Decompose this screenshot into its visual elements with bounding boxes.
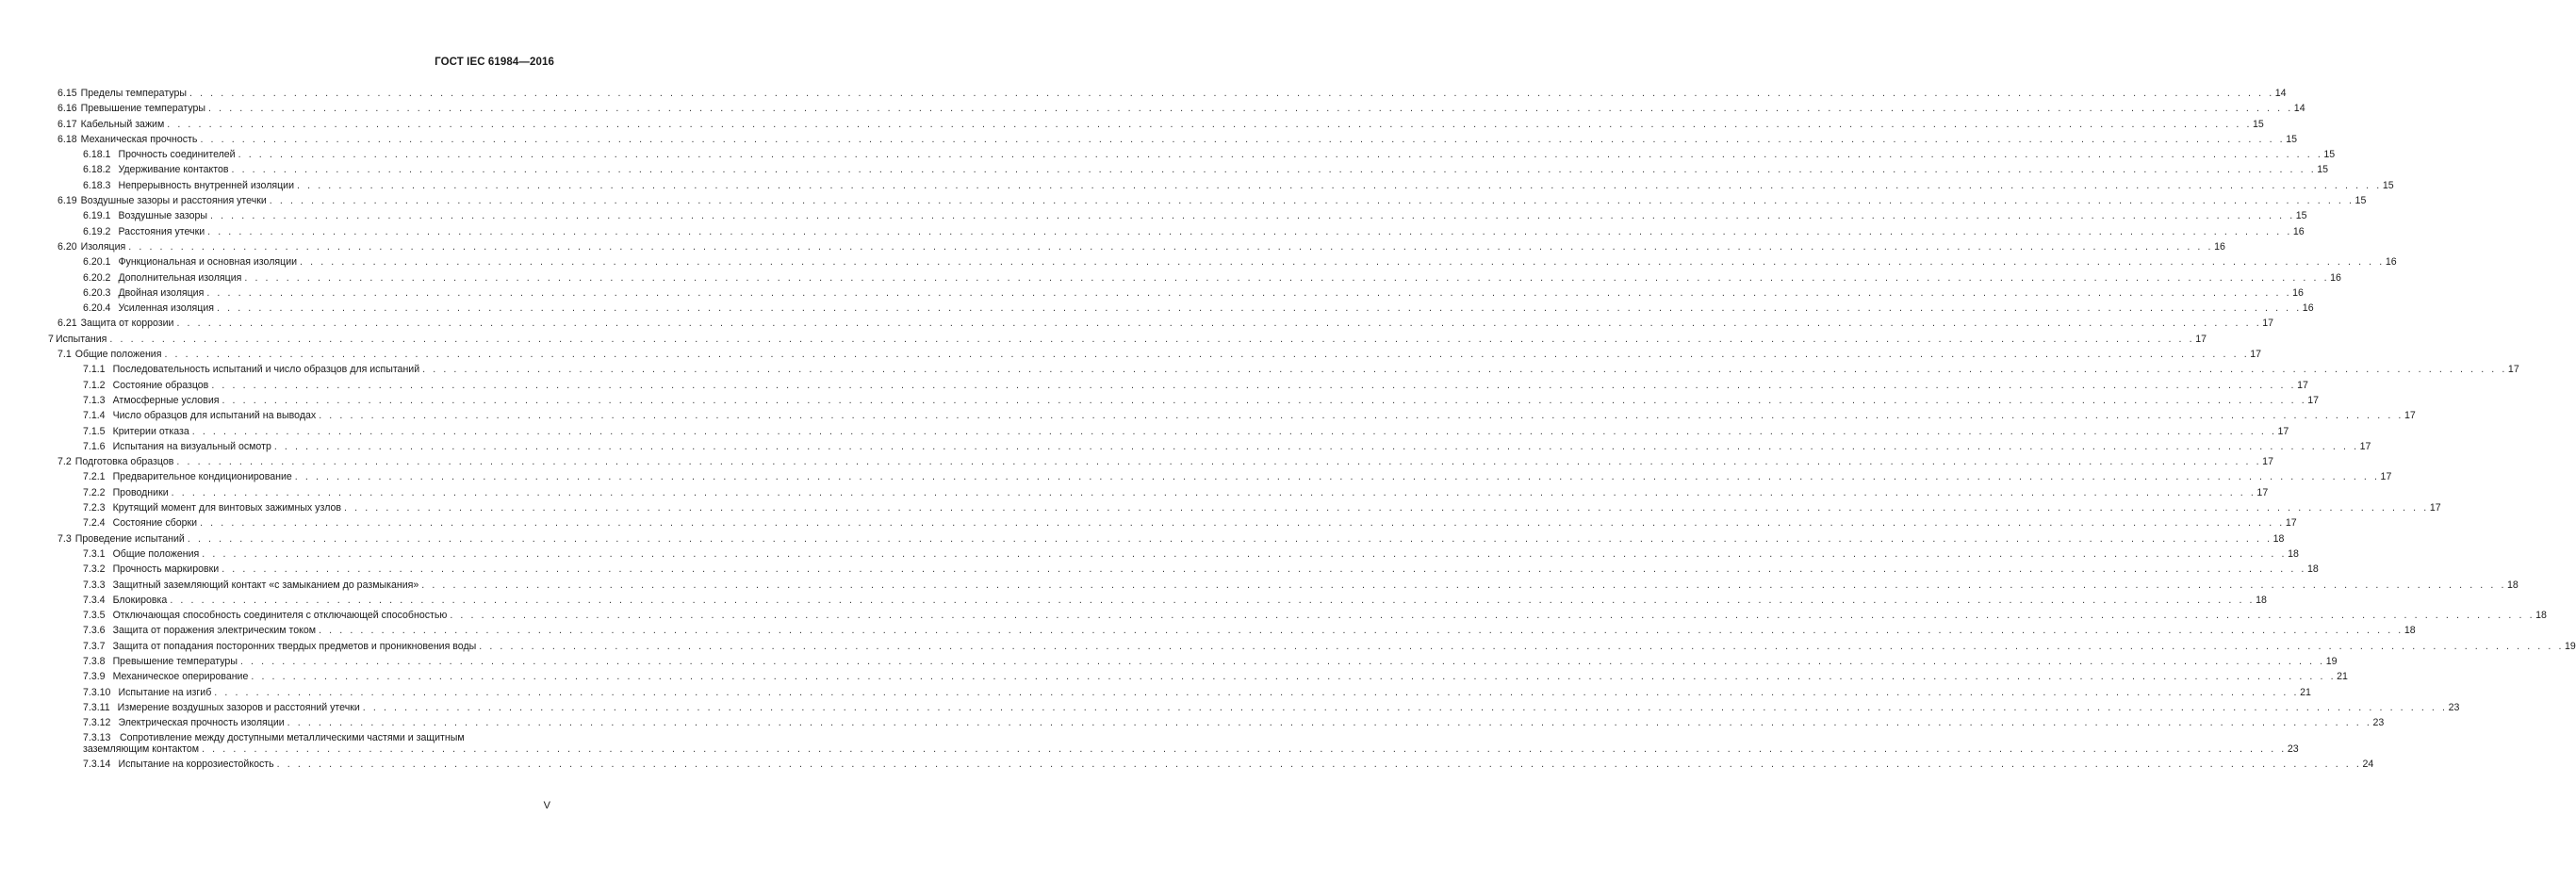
toc-entry-title: Общие положения (74, 349, 162, 361)
toc-entry-title: Состояние сборки (112, 517, 198, 530)
toc-dot-leader: . . . . . . . . . . . . . . . . . . . . . . . . . . . . . . . . . . . . . . . . . . . . . . . . . . . . . . . . . . . . . . . . . . . . . . . . . . . . . . . . . . . . . . . . . . . . . . . . . . . . . . . . . . . . . . . . . . . . . . . . . . . . . . . . . . . . . . . . . . . . . . . . . . . . . . . . . . . . . . . . . . . . . . . . . . . . . . . . . . . . . . . . . . . . . . . . . . . . . . . . (214, 686, 2300, 698)
toc-entry-number: 6.19 (57, 195, 77, 207)
toc-entry-page: 18 (2288, 547, 2299, 560)
toc-entry-number: 7.1.3 (83, 394, 106, 406)
toc-dot-leader: . . . . . . . . . . . . . . . . . . . . . . . . . . . . . . . . . . . . . . . . . . . . . . . . . . . . . . . . . . . . . . . . . . . . . . . . . . . . . . . . . . . . . . . . . . . . . . . . . . . . . . . . . . . . . . . . . . . . . . . . . . . . . . . . . . . . . . . . . . . . . . . . . . . . . . . . . . . . . . . . . . . . . . . . . . . . . . . . . . . . . . . . . . . . . . . . . . . . . . . . (217, 302, 2302, 315)
toc-entry-number: 6.18.2 (83, 164, 111, 176)
toc-entry-title: Проведение испытаний (74, 532, 185, 545)
toc-entry[interactable] (0, 454, 2273, 469)
toc-entry-number: 7.1.5 (83, 425, 106, 437)
toc-entry-number: 6.20.2 (83, 271, 111, 284)
toc-entry[interactable] (0, 408, 2416, 423)
toc-entry-page: 15 (2286, 133, 2298, 145)
toc-entry-page: 15 (2323, 149, 2336, 161)
toc-entry-title: Двойная изоляция (118, 286, 205, 299)
toc-entry-title: Число образцов для испытаний на выводах (112, 410, 317, 422)
toc-entry[interactable] (0, 715, 2385, 730)
toc-dot-leader: . . . . . . . . . . . . . . . . . . . . . . . . . . . . . . . . . . . . . . . . . . . . . . . . . . . . . . . . . . . . . . . . . . . . . . . . . . . . . . . . . . . . . . . . . . . . . . . . . . . . . . . . . . . . . . . . . . . . . . . . . . . . . . . . . . . . . . . . . . . . . . . . . . . . . . . . . . . . . . . . . . . . . . . . . . . . . . . . . . . . . . . . . . . . . . . . . . . . . . . . (222, 563, 2306, 576)
toc-entry-number: 7.2.1 (83, 471, 106, 483)
toc-dot-leader: . . . . . . . . . . . . . . . . . . . . . . . . . . . . . . . . . . . . . . . . . . . . . . . . . . . . . . . . . . . . . . . . . . . . . . . . . . . . . . . . . . . . . . . . . . . . . . . . . . . . . . . . . . . . . . . . . . . . . . . . . . . . . . . . . . . . . . . . . . . . . . . . . . . . . . . . . . . . . . . . . . . . . . . . . . . . . . . . . . . . . . . . . . . . . . . . . . . . . . . . (211, 379, 2297, 391)
toc-entry[interactable] (0, 86, 2287, 101)
toc-entry-page: 24 (2362, 759, 2374, 771)
toc-entry-title: Расстояния утечки (118, 225, 205, 237)
toc-entry-title: Прочность маркировки (112, 563, 220, 576)
toc-entry-page: 17 (2429, 502, 2441, 514)
toc-entry[interactable] (0, 757, 2374, 772)
toc-dot-leader: . . . . . . . . . . . . . . . . . . . . . . . . . . . . . . . . . . . . . . . . . . . . . . . . . . . . . . . . . . . . . . . . . . . . . . . . . . . . . . . . . . . . . . . . . . . . . . . . . . . . . . . . . . . . . . . . . . . . . . . . . . . . . . . . . . . . . . . . . . . . . . . . . . . . . . . . . . . . . . . . . . . . . . . . . . . . . . . . . . . . . . . . . . . . . . . . . . . . . . . . (231, 164, 2317, 176)
toc-entry-page: 17 (2262, 318, 2274, 330)
toc-entry-title: Испытание на изгиб (118, 686, 212, 698)
toc-entry-number: 6.18 (57, 133, 77, 145)
toc-entry-page: 17 (2359, 440, 2371, 452)
toc-entry-number: 6.19.1 (83, 210, 111, 222)
toc-entry-title: Защита от коррозии (80, 318, 174, 330)
toc-entry-title: Функциональная и основная изоляции (118, 256, 298, 269)
toc-entry-page: 23 (2287, 743, 2299, 756)
toc-entry-page: 19 (2565, 640, 2576, 652)
document-header: ГОСТ IEC 61984—2016 (435, 57, 554, 68)
toc-entry[interactable] (0, 500, 2441, 515)
toc-entry[interactable] (0, 515, 2297, 530)
toc-entry-page: 18 (2256, 594, 2267, 606)
toc-dot-leader: . . . . . . . . . . . . . . . . . . . . . . . . . . . . . . . . . . . . . . . . . . . . . . . . . . . . . . . . . . . . . . . . . . . . . . . . . . . . . . . . . . . . . . . . . . . . . . . . . . . . . . . . . . . . . . . . . . . . . . . . . . . . . . . . . . . . . . . . . . . . . . . . . . . . . . . . . . . . . . . . . . . . . . . . . . . . . . . . . . . . . . . . . . . . . . . . . . . . . . . . (450, 610, 2535, 622)
toc-dot-leader: . . . . . . . . . . . . . . . . . . . . . . . . . . . . . . . . . . . . . . . . . . . . . . . . . . . . . . . . . . . . . . . . . . . . . . . . . . . . . . . . . . . . . . . . . . . . . . . . . . . . . . . . . . . . . . . . . . . . . . . . . . . . . . . . . . . . . . . . . . . . . . . . . . . . . . . . . . . . . . . . . . . . . . . . . . . . . . . . . . . . . . . . . . . . . . . . . . . . . . . . (319, 625, 2404, 637)
toc-entry[interactable] (0, 685, 2311, 700)
toc-entry[interactable] (0, 270, 2341, 286)
toc-entry-number: 6.20.3 (83, 286, 111, 299)
toc-dot-leader: . . . . . . . . . . . . . . . . . . . . . . . . . . . . . . . . . . . . . . . . . . . . . . . . . . . . . . . . . . . . . . . . . . . . . . . . . . . . . . . . . . . . . . . . . . . . . . . . . . . . . . . . . . . . . . . . . . . . . . . . . . . . . . . . . . . . . . . . . . . . . . . . . . . . . . . . . . . . . . . . . . . . . . . . . . . . . . . . . . . . . . . . . . . . . . . . . . . . . . . . (362, 701, 2448, 713)
toc-entry-title: Превышение температуры (80, 103, 206, 115)
toc-entry[interactable] (0, 162, 2329, 177)
toc-dot-leader: . . . . . . . . . . . . . . . . . . . . . . . . . . . . . . . . . . . . . . . . . . . . . . . . . . . . . . . . . . . . . . . . . . . . . . . . . . . . . . . . . . . . . . . . . . . . . . . . . . . . . . . . . . . . . . . . . . . . . . . . . . . . . . . . . . . . . . . . . . . . . . . . . . . . . . . . . . . . . . . . . . . . . . . . . . . . . . . . . . . . . . . . . . . . . . . . . . . . . . . . (176, 318, 2262, 330)
toc-dot-leader: . . . . . . . . . . . . . . . . . . . . . . . . . . . . . . . . . . . . . . . . . . . . . . . . . . . . . . . . . . . . . . . . . . . . . . . . . . . . . . . . . . . . . . . . . . . . . . . . . . . . . . . . . . . . . . . . . . . . . . . . . . . . . . . . . . . . . . . . . . . . . . . . . . . . . . . . . . . . . . . . . . . . . . . . . . . . . . . . . . . . . . . . . . . . . . . . . . . . . . . . (300, 256, 2385, 269)
toc-entry-page: 21 (2300, 686, 2311, 698)
toc-entry-number: 7.3.9 (83, 671, 106, 683)
toc-entry[interactable] (0, 347, 2262, 362)
toc-entry-page: 16 (2385, 256, 2397, 269)
toc-entry-number: 6.16 (57, 103, 77, 115)
toc-entry-number: 6.18.1 (83, 149, 111, 161)
toc-entry-number: 7.1.2 (83, 379, 106, 391)
toc-dot-leader: . . . . . . . . . . . . . . . . . . . . . . . . . . . . . . . . . . . . . . . . . . . . . . . . . . . . . . . . . . . . . . . . . . . . . . . . . . . . . . . . . . . . . . . . . . . . . . . . . . . . . . . . . . . . . . . . . . . . . . . . . . . . . . . . . . . . . . . . . . . . . . . . . . . . . . . . . . . . . . . . . . . . . . . . . . . . . . . . . . . . . . . . . . . . . . . . . . . . . . . . (191, 425, 2277, 437)
toc-entry-number: 7.3.14 (83, 759, 111, 771)
toc-entry-number: 7.3.3 (83, 579, 106, 591)
toc-entry-number: 7.3.11 (83, 701, 110, 713)
toc-entry-title: Крутящий момент для винтовых зажимных узлов (112, 502, 342, 514)
toc-dot-leader: . . . . . . . . . . . . . . . . . . . . . . . . . . . . . . . . . . . . . . . . . . . . . . . . . . . . . . . . . . . . . . . . . . . . . . . . . . . . . . . . . . . . . . . . . . . . . . . . . . . . . . . . . . . . . . . . . . . . . . . . . . . . . . . . . . . . . . . . . . . . . . . . . . . . . . . . . . . . . . . . . . . . . . . . . . . . . . . . . . . . . . . . . . . . . . . . . . . . . . . . (422, 364, 2507, 376)
toc-entry-title: Защитный заземляющий контакт «с замыканием до размыкания» (112, 579, 419, 591)
toc-entry-number: 6.20.1 (83, 256, 111, 269)
toc-entry-number: 7.3.7 (83, 640, 106, 652)
toc-entry-page: 16 (2302, 302, 2314, 315)
toc-dot-leader: . . . . . . . . . . . . . . . . . . . . . . . . . . . . . . . . . . . . . . . . . . . . . . . . . . . . . . . . . . . . . . . . . . . . . . . . . . . . . . . . . . . . . . . . . . . . . . . . . . . . . . . . . . . . . . . . . . . . . . . . . . . . . . . . . . . . . . . . . . . . . . . . . . . . . . . . . . . . . . . . . . . . . . . . . . . . . . . . . . . . . . . . . . . . . . . . . . . . . . . . (187, 532, 2272, 545)
toc-entry[interactable] (0, 393, 2320, 408)
toc-dot-leader: . . . . . . . . . . . . . . . . . . . . . . . . . . . . . . . . . . . . . . . . . . . . . . . . . . . . . . . . . . . . . . . . . . . . . . . . . . . . . . . . . . . . . . . . . . . . . . . . . . . . . . . . . . . . . . . . . . . . . . . . . . . . . . . . . . . . . . . . . . . . . . . . . . . . . . . . . . . . . . . . . . . . . . . . . . . . . . . . . . . . . . . . . . . . . . . . . . . . . . . . (479, 640, 2565, 652)
toc-entry[interactable] (0, 654, 2338, 669)
toc-entry-title: Критерии отказа (112, 425, 189, 437)
toc-entry[interactable] (0, 286, 2304, 301)
toc-dot-leader: . . . . . . . . . . . . . . . . . . . . . . . . . . . . . . . . . . . . . . . . . . . . . . . . . . . . . . . . . . . . . . . . . . . . . . . . . . . . . . . . . . . . . . . . . . . . . . . . . . . . . . . . . . . . . . . . . . . . . . . . . . . . . . . . . . . . . . . . . . . . . . . . . . . . . . . . . . . . . . . . . . . . . . . . . . . . . . . . . . . . . . . . . . . . . . . . . . . . . . . . (244, 271, 2330, 284)
toc-entry-title: Испытание на коррозиестойкость (118, 759, 274, 771)
toc-entry[interactable] (0, 362, 2519, 377)
toc-entry-page: 15 (2382, 179, 2394, 191)
toc-dot-leader: . . . . . . . . . . . . . . . . . . . . . . . . . . . . . . . . . . . . . . . . . . . . . . . . . . . . . . . . . . . . . . . . . . . . . . . . . . . . . . . . . . . . . . . . . . . . . . . . . . . . . . . . . . . . . . . . . . . . . . . . . . . . . . . . . . . . . . . . . . . . . . . . . . . . . . . . . . . . . . . . . . . . . . . . . . . . . . . . . . . . . . . . . . . . . . . . . . . . . . . . (128, 240, 2214, 253)
toc-entry-page: 18 (2272, 532, 2285, 545)
toc-dot-leader: . . . . . . . . . . . . . . . . . . . . . . . . . . . . . . . . . . . . . . . . . . . . . . . . . . . . . . . . . . . . . . . . . . . . . . . . . . . . . . . . . . . . . . . . . . . . . . . . . . . . . . . . . . . . . . . . . . . . . . . . . . . . . . . . . . . . . . . . . . . . . . . . . . . . . . . . . . . . . . . . . . . . . . . . . . . . . . . . . . . . . . . . . . . . . . . . . . . . . . . . (171, 486, 2256, 498)
toc-entry-page: 18 (2507, 579, 2519, 591)
toc-dot-leader: . . . . . . . . . . . . . . . . . . . . . . . . . . . . . . . . . . . . . . . . . . . . . . . . . . . . . . . . . . . . . . . . . . . . . . . . . . . . . . . . . . . . . . . . . . . . . . . . . . . . . . . . . . . . . . . . . . . . . . . . . . . . . . . . . . . . . . . . . . . . . . . . . . . . . . . . . . . . . . . . . . . . . . . . . . . . . . . . . . . . . . . . . . . . . . . . . . . . . . . . (273, 440, 2359, 452)
toc-entry-title: Последовательность испытаний и число образцов для испытаний (112, 364, 420, 376)
toc-entry-number: 7.3.5 (83, 610, 106, 622)
toc-entry-title: Усиленная изоляция (118, 302, 215, 315)
toc-entry[interactable] (0, 193, 2367, 208)
toc-dot-leader: . . . . . . . . . . . . . . . . . . . . . . . . . . . . . . . . . . . . . . . . . . . . . . . . . . . . . . . . . . . . . . . . . . . . . . . . . . . . . . . . . . . . . . . . . . . . . . . . . . . . . . . . . . . . . . . . . . . . . . . . . . . . . . . . . . . . . . . . . . . . . . . . . . . . . . . . . . . . . . . . . . . . . . . . . . . . . . . . . . . . . . . . . . . . . . . . . . . . . . . . (222, 394, 2307, 406)
toc-entry[interactable] (0, 147, 2336, 162)
toc-entry-title: Испытания на визуальный осмотр (112, 440, 271, 452)
toc-entry-page: 17 (2297, 379, 2308, 391)
toc-entry-page: 18 (2306, 563, 2319, 576)
toc-dot-leader: . . . . . . . . . . . . . . . . . . . . . . . . . . . . . . . . . . . . . . . . . . . . . . . . . . . . . . . . . . . . . . . . . . . . . . . . . . . . . . . . . . . . . . . . . . . . . . . . . . . . . . . . . . . . . . . . . . . . . . . . . . . . . . . . . . . . . . . . . . . . . . . . . . . . . . . . . . . . . . . . . . . . . . . . . . . . . . . . . . . . . . . . . . . . . . . . . . . . . . . . (238, 149, 2323, 161)
toc-entry[interactable] (0, 547, 2299, 562)
toc-entry-number: 7.2.2 (83, 486, 106, 498)
toc-entry[interactable] (0, 208, 2307, 223)
toc-entry-title: Дополнительная изоляция (118, 271, 242, 284)
toc-entry-page: 17 (2404, 410, 2416, 422)
toc-entry-title: Блокировка (112, 594, 168, 606)
toc-entry[interactable] (0, 439, 2371, 454)
toc-dot-leader: . . . . . . . . . . . . . . . . . . . . . . . . . . . . . . . . . . . . . . . . . . . . . . . . . . . . . . . . . . . . . . . . . . . . . . . . . . . . . . . . . . . . . . . . . . . . . . . . . . . . . . . . . . . . . . . . . . . . . . . . . . . . . . . . . . . . . . . . . . . . . . . . . . . . . . . . . . . . . . . . . . . . . . . . . . . . . . . . . . . . . . . . . . . . . . . . . . . . . . . . (170, 594, 2256, 606)
toc-dot-leader: . . . . . . . . . . . . . . . . . . . . . . . . . . . . . . . . . . . . . . . . . . . . . . . . . . . . . . . . . . . . . . . . . . . . . . . . . . . . . . . . . . . . . . . . . . . . . . . . . . . . . . . . . . . . . . . . . . . . . . . . . . . . . . . . . . . . . . . . . . . . . . . . . . . . . . . . . . . . . . . . . . . . . . . . . . . . . . . . . . . . . . . . . . . . . . . . . . . . . . . . (200, 517, 2285, 530)
toc-entry-title: Пределы температуры (80, 88, 187, 99)
toc-dot-leader: . . . . . . . . . . . . . . . . . . . . . . . . . . . . . . . . . . . . . . . . . . . . . . . . . . . . . . . . . . . . . . . . . . . . . . . . . . . . . . . . . . . . . . . . . . . . . . . . . . . . . . . . . . . . . . . . . . . . . . . . . . . . . . . . . . . . . . . . . . . . . . . . . . . . . . . . . . . . . . . . . . . . . . . . . . . . . . . . . . . . . . . . . . . . . . . . . . . . . . . . (269, 195, 2354, 207)
toc-entry-page: 15 (2354, 195, 2367, 207)
toc-entry[interactable] (0, 378, 2308, 393)
toc-entry[interactable] (0, 700, 2460, 715)
toc-entry-number: 6.15 (57, 88, 77, 99)
toc-entry-title: Предварительное кондиционирование (112, 471, 292, 483)
toc-entry-title: Состояние образцов (112, 379, 209, 391)
toc-entry-page: 14 (2274, 88, 2287, 99)
toc-entry-title: Измерение воздушных зазоров и расстояний утечки (117, 701, 360, 713)
toc-dot-leader: . . . . . . . . . . . . . . . . . . . . . . . . . . . . . . . . . . . . . . . . . . . . . . . . . . . . . . . . . . . . . . . . . . . . . . . . . . . . . . . . . . . . . . . . . . . . . . . . . . . . . . . . . . . . . . . . . . . . . . . . . . . . . . . . . . . . . . . . . . . . . . . . . . . . . . . . . . . . . . . . . . . . . . . . . . . . . . . . . . . . . . . . . . . . . . . . . . . . . . . . (189, 88, 2274, 99)
toc-entry-title: Защита от поражения электрическим током (112, 625, 317, 637)
toc-entry[interactable] (0, 623, 2416, 638)
toc-entry-title-continued: заземляющим контактом (83, 743, 200, 756)
toc-entry-number: 7.1 (57, 349, 72, 361)
toc-entry[interactable] (0, 531, 2285, 547)
toc-entry-page: 18 (2535, 610, 2547, 622)
toc-entry-title: Отключающая способность соединителя с отключающей способностью (112, 610, 448, 622)
toc-entry-number: 7.3.2 (83, 563, 106, 576)
toc-entry-title: Изоляция (80, 240, 126, 253)
toc-entry[interactable] (0, 224, 2305, 239)
toc-entry-title: Испытания (56, 333, 107, 345)
toc-entry-number: 7.3.8 (83, 655, 106, 667)
toc-entry[interactable] (0, 254, 2397, 269)
toc-entry[interactable] (0, 730, 2299, 757)
toc-dot-leader: . . . . . . . . . . . . . . . . . . . . . . . . . . . . . . . . . . . . . . . . . . . . . . . . . . . . . . . . . . . . . . . . . . . . . . . . . . . . . . . . . . . . . . . . . . . . . . . . . . . . . . . . . . . . . . . . . . . . . . . . . . . . . . . . . . . . . . . . . . . . . . . . . . . . . . . . . . . . . . . . . . . . . . . . . . . . . . . . . . . . . . . . . . . . . . . . . . . . . . . . (176, 456, 2262, 468)
toc-entry-number: 7.2.4 (83, 517, 106, 530)
toc-entry-title: Непрерывность внутренней изоляции (118, 179, 295, 191)
toc-entry-number: 6.17 (57, 118, 77, 130)
toc-entry-title: Кабельный зажим (80, 118, 165, 130)
toc-entry[interactable] (0, 132, 2298, 147)
toc-entry-number: 6.20 (57, 240, 77, 253)
toc-entry-page: 16 (2292, 225, 2305, 237)
toc-entry-number: 7.3.4 (83, 594, 106, 606)
toc-entry-title: Превышение температуры (112, 655, 238, 667)
toc-entry[interactable] (0, 316, 2274, 331)
toc-entry-page: 19 (2325, 655, 2338, 667)
toc-entry-title: Проводники (112, 486, 169, 498)
toc-entry-page: 15 (2253, 118, 2264, 130)
toc-dot-leader: . . . . . . . . . . . . . . . . . . . . . . . . . . . . . . . . . . . . . . . . . . . . . . . . . . . . . . . . . . . . . . . . . . . . . . . . . . . . . . . . . . . . . . . . . . . . . . . . . . . . . . . . . . . . . . . . . . . . . . . . . . . . . . . . . . . . . . . . . . . . . . . . . . . . . . . . . . . . . . . . . . . . . . . . . . . . . . . . . . . . . . . . . . . . . . . . . . . . . . . . (206, 286, 2292, 299)
toc-entry-number: 7.3.13 (83, 732, 111, 744)
toc-entry-page: 23 (2448, 701, 2460, 713)
table-of-contents (0, 86, 2576, 773)
toc-entry-number: 6.21 (57, 318, 77, 330)
toc-dot-leader: . . . . . . . . . . . . . . . . . . . . . . . . . . . . . . . . . . . . . . . . . . . . . . . . . . . . . . . . . . . . . . . . . . . . . . . . . . . . . . . . . . . . . . . . . . . . . . . . . . . . . . . . . . . . . . . . . . . . . . . . . . . . . . . . . . . . . . . . . . . . . . . . . . . . . . . . . . . . . . . . . . . . . . . . . . . . . . . . . . . . . . . . . . . . . . . . . . . . . . . . (202, 547, 2288, 560)
toc-dot-leader: . . . . . . . . . . . . . . . . . . . . . . . . . . . . . . . . . . . . . . . . . . . . . . . . . . . . . . . . . . . . . . . . . . . . . . . . . . . . . . . . . . . . . . . . . . . . . . . . . . . . . . . . . . . . . . . . . . . . . . . . . . . . . . . . . . . . . . . . . . . . . . . . . . . . . . . . . . . . . . . . . . . . . . . . . . . . . . . . . . . . . . . . . . . . . . . . . . . . . . . . (164, 349, 2250, 361)
toc-entry-title: Атмосферные условия (112, 394, 220, 406)
toc-entry[interactable] (0, 669, 2348, 684)
toc-entry-number: 7.1.4 (83, 410, 106, 422)
toc-entry-number: 6.20.4 (83, 302, 111, 315)
toc-entry-page: 17 (2277, 425, 2289, 437)
toc-entry[interactable] (0, 593, 2267, 608)
toc-entry-title: Воздушные зазоры (118, 210, 207, 222)
toc-entry-page: 17 (2380, 471, 2392, 483)
toc-entry-number: 7.3 (57, 532, 72, 545)
toc-entry-page: 17 (2285, 517, 2297, 530)
toc-entry-title: Прочность соединителей (118, 149, 236, 161)
toc-entry-title: Удерживание контактов (118, 164, 229, 176)
toc-entry-title: Электрическая прочность изоляции (118, 717, 285, 729)
toc-entry-page: 17 (2250, 349, 2262, 361)
toc-entry-page: 16 (2214, 240, 2225, 253)
toc-dot-leader: . . . . . . . . . . . . . . . . . . . . . . . . . . . . . . . . . . . . . . . . . . . . . . . . . . . . . . . . . . . . . . . . . . . . . . . . . . . . . . . . . . . . . . . . . . . . . . . . . . . . . . . . . . . . . . . . . . . . . . . . . . . . . . . . . . . . . . . . . . . . . . . . . . . . . . . . . . . . . . . . . . . . . . . . . . . . . . . . . . . . . . . . . . . . . . . . . . . . . . . . (344, 502, 2429, 514)
toc-entry[interactable] (0, 578, 2519, 593)
toc-entry[interactable] (0, 117, 2264, 132)
toc-entry[interactable] (0, 301, 2314, 316)
toc-dot-leader: . . . . . . . . . . . . . . . . . . . . . . . . . . . . . . . . . . . . . . . . . . . . . . . . . . . . . . . . . . . . . . . . . . . . . . . . . . . . . . . . . . . . . . . . . . . . . . . . . . . . . . . . . . . . . . . . . . . . . . . . . . . . . . . . . . . . . . . . . . . . . . . . . . . . . . . . . . . . . . . . . . . . . . . . . . . . . . . . . . . . . . . . . . . . . . . . . . . . . . . . (209, 210, 2295, 222)
toc-dot-leader: . . . . . . . . . . . . . . . . . . . . . . . . . . . . . . . . . . . . . . . . . . . . . . . . . . . . . . . . . . . . . . . . . . . . . . . . . . . . . . . . . . . . . . . . . . . . . . . . . . . . . . . . . . . . . . . . . . . . . . . . . . . . . . . . . . . . . . . . . . . . . . . . . . . . . . . . . . . . . . . . . . . . . . . . . . . . . . . . . . . . . . . . . . . . . . . . . . . . . . . . (276, 759, 2362, 771)
toc-entry-number: 7.1.1 (83, 364, 106, 376)
toc-dot-leader: . . . . . . . . . . . . . . . . . . . . . . . . . . . . . . . . . . . . . . . . . . . . . . . . . . . . . . . . . . . . . . . . . . . . . . . . . . . . . . . . . . . . . . . . . . . . . . . . . . . . . . . . . . . . . . . . . . . . . . . . . . . . . . . . . . . . . . . . . . . . . . . . . . . . . . . . . . . . . . . . . . . . . . . . . . . . . . . . . . . . . . . . . . . . . . . . . . . . . . . . (239, 655, 2325, 667)
toc-entry-title: Механическое оперирование (112, 671, 249, 683)
toc-entry-title: Общие положения (112, 547, 200, 560)
toc-entry[interactable] (0, 424, 2289, 439)
toc-entry-page: 23 (2372, 717, 2385, 729)
toc-entry[interactable] (0, 469, 2392, 484)
toc-entry-title: Защита от попадания посторонних твердых предметов и проникновения воды (112, 640, 477, 652)
toc-entry-page: 17 (2507, 364, 2519, 376)
toc-entry-title: Подготовка образцов (74, 456, 174, 468)
toc-dot-leader: . . . . . . . . . . . . . . . . . . . . . . . . . . . . . . . . . . . . . . . . . . . . . . . . . . . . . . . . . . . . . . . . . . . . . . . . . . . . . . . . . . . . . . . . . . . . . . . . . . . . . . . . . . . . . . . . . . . . . . . . . . . . . . . . . . . . . . . . . . . . . . . . . . . . . . . . . . . . . . . . . . . . . . . . . . . . . . . . . . . . . . . . . . . . . . . . . . . . . . . . (208, 103, 2293, 115)
toc-entry-title: Механическая прочность (80, 133, 198, 145)
toc-entry[interactable] (0, 639, 2576, 654)
toc-entry-title: Сопротивление между доступными металлическими частями и защитным (120, 732, 465, 744)
toc-entry[interactable]: 7 Испытания . . . . . . . . . . . . . . . . . . . . . . . . . . . . . . . . . . . . . . . . . . . . . . . . . . . . . . . . . . . . . . . . . . . . . . . . . . . . . . . . . . . . . . . . . . . . . . . . . . . . . . . . . . . . . . . . . . . . . . . . . . . . . . . . . . . . . . . . . . . . . . . . . . . . . . . . . . . . . . . . . . . . . . . . . . . . . . . . . . . . . . . . . . . . . . . . . . . . . . . . 17 (0, 332, 623, 347)
toc-dot-leader: . . . . . . . . . . . . . . . . . . . . . . . . . . . . . . . . . . . . . . . . . . . . . . . . . . . . . . . . . . . . . . . . . . . . . . . . . . . . . . . . . . . . . . . . . . . . . . . . . . . . . . . . . . . . . . . . . . . . . . . . . . . . . . . . . . . . . . . . . . . . . . . . . . . . . . . . . . . . . . . . . . . . . . . . . . . . . . . . . . . . . . . . . . . . . . . . . . . . . . . . (421, 579, 2507, 591)
toc-dot-leader: . . . . . . . . . . . . . . . . . . . . . . . . . . . . . . . . . . . . . . . . . . . . . . . . . . . . . . . . . . . . . . . . . . . . . . . . . . . . . . . . . . . . . . . . . . . . . . . . . . . . . . . . . . . . . . . . . . . . . . . . . . . . . . . . . . . . . . . . . . . . . . . . . . . . . . . . . . . . . . . . . . . . . . . . . . . . . . . . . . . . . . . . . . . . . . . . . . . . . . . . (319, 410, 2404, 422)
toc-entry[interactable] (0, 101, 2305, 116)
toc-dot-leader: . . . . . . . . . . . . . . . . . . . . . . . . . . . . . . . . . . . . . . . . . . . . . . . . . . . . . . . . . . . . . . . . . . . . . . . . . . . . . . . . . . . . . . . . . . . . . . . . . . . . . . . . . . . . . . . . . . . . . . . . . . . . . . . . . . . . . . . . . . . . . . . . . . . . . . . . . . . . . . . . . . . . . . . . . . . . . . . . . . . . . . . . . . . . . . . . . . . . . . . . (202, 743, 2287, 756)
toc-entry-page: 15 (2295, 210, 2307, 222)
toc-entry-number: 7.3.1 (83, 547, 106, 560)
toc-entry-page: 16 (2330, 271, 2341, 284)
toc-entry[interactable] (0, 485, 2269, 500)
toc-entry[interactable] (0, 608, 2547, 623)
toc-entry-page: 15 (2317, 164, 2329, 176)
toc-dot-leader: . . . . . . . . . . . . . . . . . . . . . . . . . . . . . . . . . . . . . . . . . . . . . . . . . . . . . . . . . . . . . . . . . . . . . . . . . . . . . . . . . . . . . . . . . . . . . . . . . . . . . . . . . . . . . . . . . . . . . . . . . . . . . . . . . . . . . . . . . . . . . . . . . . . . . . . . . . . . . . . . . . . . . . . . . . . . . . . . . . . . . . . . . . . . . . . . . . . . . . . . (167, 118, 2253, 130)
toc-dot-leader: . . . . . . . . . . . . . . . . . . . . . . . . . . . . . . . . . . . . . . . . . . . . . . . . . . . . . . . . . . . . . . . . . . . . . . . . . . . . . . . . . . . . . . . . . . . . . . . . . . . . . . . . . . . . . . . . . . . . . . . . . . . . . . . . . . . . . . . . . . . . . . . . . . . . . . . . . . . . . . . . . . . . . . . . . . . . . . . . . . . . . . . . . . . . . . . . . . . . . . . . (109, 333, 2195, 345)
toc-entry[interactable] (0, 239, 2225, 254)
toc-entry[interactable] (0, 562, 2319, 577)
toc-dot-leader: . . . . . . . . . . . . . . . . . . . . . . . . . . . . . . . . . . . . . . . . . . . . . . . . . . . . . . . . . . . . . . . . . . . . . . . . . . . . . . . . . . . . . . . . . . . . . . . . . . . . . . . . . . . . . . . . . . . . . . . . . . . . . . . . . . . . . . . . . . . . . . . . . . . . . . . . . . . . . . . . . . . . . . . . . . . . . . . . . . . . . . . . . . . . . . . . . . . . . . . . (294, 471, 2380, 483)
toc-dot-leader: . . . . . . . . . . . . . . . . . . . . . . . . . . . . . . . . . . . . . . . . . . . . . . . . . . . . . . . . . . . . . . . . . . . . . . . . . . . . . . . . . . . . . . . . . . . . . . . . . . . . . . . . . . . . . . . . . . . . . . . . . . . . . . . . . . . . . . . . . . . . . . . . . . . . . . . . . . . . . . . . . . . . . . . . . . . . . . . . . . . . . . . . . . . . . . . . . . . . . . . . (207, 225, 2292, 237)
toc-entry-number: 6.18.3 (83, 179, 111, 191)
toc-entry-title: Воздушные зазоры и расстояния утечки (80, 195, 267, 207)
toc-dot-leader: . . . . . . . . . . . . . . . . . . . . . . . . . . . . . . . . . . . . . . . . . . . . . . . . . . . . . . . . . . . . . . . . . . . . . . . . . . . . . . . . . . . . . . . . . . . . . . . . . . . . . . . . . . . . . . . . . . . . . . . . . . . . . . . . . . . . . . . . . . . . . . . . . . . . . . . . . . . . . . . . . . . . . . . . . . . . . . . . . . . . . . . . . . . . . . . . . . . . . . . . (251, 671, 2337, 683)
toc-entry-page: 18 (2404, 625, 2416, 637)
toc-dot-leader: . . . . . . . . . . . . . . . . . . . . . . . . . . . . . . . . . . . . . . . . . . . . . . . . . . . . . . . . . . . . . . . . . . . . . . . . . . . . . . . . . . . . . . . . . . . . . . . . . . . . . . . . . . . . . . . . . . . . . . . . . . . . . . . . . . . . . . . . . . . . . . . . . . . . . . . . . . . . . . . . . . . . . . . . . . . . . . . . . . . . . . . . . . . . . . . . . . . . . . . . (287, 717, 2372, 729)
toc-entry-page: 21 (2337, 671, 2348, 683)
toc-entry-page: 16 (2292, 286, 2304, 299)
toc-dot-leader: . . . . . . . . . . . . . . . . . . . . . . . . . . . . . . . . . . . . . . . . . . . . . . . . . . . . . . . . . . . . . . . . . . . . . . . . . . . . . . . . . . . . . . . . . . . . . . . . . . . . . . . . . . . . . . . . . . . . . . . . . . . . . . . . . . . . . . . . . . . . . . . . . . . . . . . . . . . . . . . . . . . . . . . . . . . . . . . . . . . . . . . . . . . . . . . . . . . . . . . . (200, 133, 2286, 145)
toc-dot-leader: . . . . . . . . . . . . . . . . . . . . . . . . . . . . . . . . . . . . . . . . . . . . . . . . . . . . . . . . . . . . . . . . . . . . . . . . . . . . . . . . . . . . . . . . . . . . . . . . . . . . . . . . . . . . . . . . . . . . . . . . . . . . . . . . . . . . . . . . . . . . . . . . . . . . . . . . . . . . . . . . . . . . . . . . . . . . . . . . . . . . . . . . . . . . . . . . . . . . . . . . (297, 179, 2382, 191)
toc-entry-number: 7.2.3 (83, 502, 106, 514)
toc-entry-number: 7.2 (57, 456, 72, 468)
page-number: V (543, 800, 550, 811)
toc-entry-number: 7.3.10 (83, 686, 111, 698)
toc-entry-number: 7.3.12 (83, 717, 111, 729)
toc-entry-number: 6.19.2 (83, 225, 111, 237)
toc-entry-page: 14 (2293, 103, 2305, 115)
toc-entry-page: 17 (2307, 394, 2320, 406)
toc-entry-page: 17 (2262, 456, 2273, 468)
toc-entry-number: 7.3.6 (83, 625, 106, 637)
toc-entry-number: 7.1.6 (83, 440, 106, 452)
toc-entry-page: 17 (2195, 333, 2207, 345)
toc-entry-page: 17 (2256, 486, 2269, 498)
toc-entry[interactable] (0, 178, 2394, 193)
